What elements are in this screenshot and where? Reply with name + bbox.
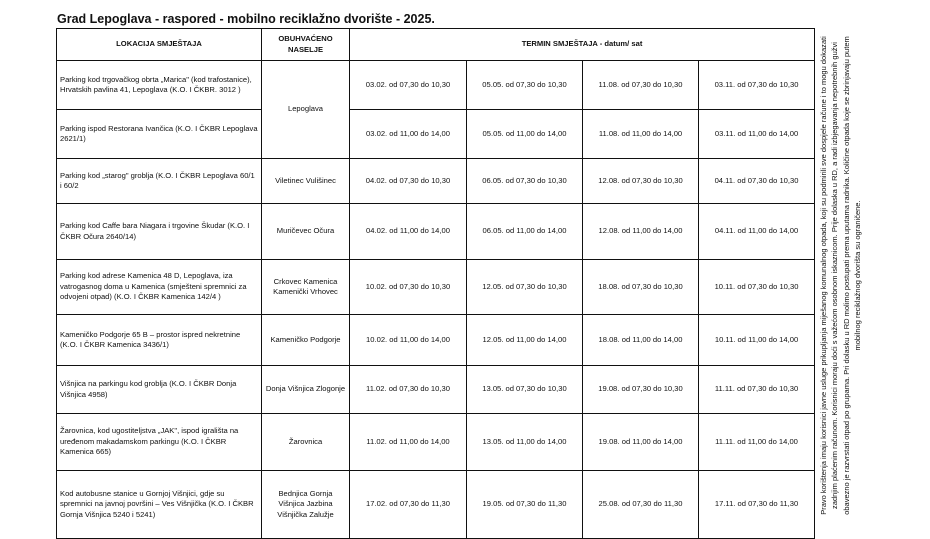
page-title: Grad Lepoglava - raspored - mobilno reciklažno dvorište - 2025.	[57, 12, 435, 26]
term-cell: 03.02. od 07,30 do 10,30	[350, 61, 467, 110]
schedule-table	[56, 28, 815, 539]
term-cell: 04.11. od 07,30 do 10,30	[699, 159, 815, 204]
location-cell: Kameničko Podgorje 65 B – prostor ispred nekretnine (K.O. I ČKBR Kamenica 3436/1)	[57, 315, 262, 366]
term-cell: 03.11. od 07,30 do 10,30	[699, 61, 815, 110]
side-note: Pravo korištenja imaju korisnici javne usluge prikupljanja miješanog komunalnog otpada, koji su podmirili sve dospjele račune i to mogu dokazati zadnjim plaćenim računom. Korisnici moraju doći s važećom osobnom iskaznicom. Prije dolaska u RD, a radi izbjegavanja nepotrebnih gužvi obavezno je razvrstati otpad po grupama. Pri dolasku u RD molimo postupati prema uputama radnika. Količine otpada koje se zbrinjavaju putem mobilnog reciklažnog dvorišta su ograničene.	[819, 36, 862, 515]
term-cell: 04.02. od 07,30 do 10,30	[350, 159, 467, 204]
header-term: TERMIN SMJEŠTAJA - datum/ sat	[350, 29, 815, 61]
term-cell: 11.08. od 11,00 do 14,00	[583, 110, 699, 159]
settlement-cell: Donja Višnjica Zlogonje	[262, 366, 350, 414]
location-cell: Parking kod adrese Kamenica 48 D, Lepoglava, iza vatrogasnog doma u Kamenica (smješteni spremnici za odvojeni otpad) (K.O. I ČKBR Kamenica 142/4 )	[57, 260, 262, 315]
table-row	[57, 366, 815, 414]
term-cell: 11.11. od 07,30 do 10,30	[699, 366, 815, 414]
term-cell: 10.11. od 11,00 do 14,00	[699, 315, 815, 366]
settlement-cell: Crkovec Kamenica Kamenički Vrhovec	[262, 260, 350, 315]
term-cell: 04.11. od 11,00 do 14,00	[699, 204, 815, 260]
term-cell: 12.08. od 07,30 do 10,30	[583, 159, 699, 204]
table-row	[57, 414, 815, 471]
side-note-container	[818, 28, 880, 523]
table-row	[57, 315, 815, 366]
table-row	[57, 159, 815, 204]
header-location: LOKACIJA SMJEŠTAJA	[57, 29, 262, 61]
term-cell: 03.02. od 11,00 do 14,00	[350, 110, 467, 159]
term-cell: 18.08. od 11,00 do 14,00	[583, 315, 699, 366]
term-cell: 10.02. od 07,30 do 10,30	[350, 260, 467, 315]
term-cell: 19.08. od 11,00 do 14,00	[583, 414, 699, 471]
table-row	[57, 471, 815, 539]
term-cell: 06.05. od 07,30 do 10,30	[467, 159, 583, 204]
term-cell: 12.05. od 07,30 do 10,30	[467, 260, 583, 315]
table-row	[57, 61, 815, 110]
term-cell: 03.11. od 11,00 do 14,00	[699, 110, 815, 159]
settlement-cell: Žarovnica	[262, 414, 350, 471]
location-cell: Parking kod trgovačkog obrta „Marica" (kod trafostanice), Hrvatskih pavlina 41, Lepoglava (K.O. I ČKBR. 3012 )	[57, 61, 262, 110]
term-cell: 04.02. od 11,00 do 14,00	[350, 204, 467, 260]
term-cell: 18.08. od 07,30 do 10,30	[583, 260, 699, 315]
header-settlement: OBUHVAĆENO NASELJE	[262, 29, 350, 61]
settlement-cell: Muričevec Očura	[262, 204, 350, 260]
term-cell: 05.05. od 07,30 do 10,30	[467, 61, 583, 110]
term-cell: 11.02. od 11,00 do 14,00	[350, 414, 467, 471]
table-row	[57, 260, 815, 315]
location-cell: Kod autobusne stanice u Gornjoj Višnjici, gdje su spremnici na javnoj površini – Ves Višnjička (K.O. I ČKBR Gornja Višnjica 5240 i 5241)	[57, 471, 262, 539]
settlement-cell: Bednjica Gornja Višnjica Jazbina Višnjička Zalužje	[262, 471, 350, 539]
term-cell: 17.11. od 07,30 do 11,30	[699, 471, 815, 539]
term-cell: 11.11. od 11,00 do 14,00	[699, 414, 815, 471]
location-cell: Parking ispod Restorana Ivančica (K.O. I ČKBR Lepoglava 2621/1)	[57, 110, 262, 159]
table-row	[57, 110, 815, 159]
table-row	[57, 204, 815, 260]
term-cell: 12.08. od 11,00 do 14,00	[583, 204, 699, 260]
settlement-cell: Lepoglava	[262, 61, 350, 159]
term-cell: 10.11. od 07,30 do 10,30	[699, 260, 815, 315]
location-cell: Parking kod Caffe bara Niagara i trgovine Škudar (K.O. I ČKBR Očura 2640/14)	[57, 204, 262, 260]
term-cell: 11.08. od 07,30 do 10,30	[583, 61, 699, 110]
location-cell: Žarovnica, kod ugostiteljstva „JAK", ispod igrališta na uređenom makadamskom parkingu (K.O. I ČKBR Kamenica 665)	[57, 414, 262, 471]
term-cell: 13.05. od 11,00 do 14,00	[467, 414, 583, 471]
term-cell: 13.05. od 07,30 do 10,30	[467, 366, 583, 414]
term-cell: 11.02. od 07,30 do 10,30	[350, 366, 467, 414]
settlement-cell: Viletinec Vulišinec	[262, 159, 350, 204]
table-header-row	[57, 29, 815, 61]
term-cell: 17.02. od 07,30 do 11,30	[350, 471, 467, 539]
location-cell: Višnjica na parkingu kod groblja (K.O. I ČKBR Donja Višnjica 4958)	[57, 366, 262, 414]
term-cell: 25.08. od 07,30 do 11,30	[583, 471, 699, 539]
location-cell: Parking kod „starog" groblja (K.O. I ČKBR Lepoglava 60/1 i 60/2	[57, 159, 262, 204]
settlement-cell: Kameničko Podgorje	[262, 315, 350, 366]
term-cell: 05.05. od 11,00 do 14,00	[467, 110, 583, 159]
term-cell: 10.02. od 11,00 do 14,00	[350, 315, 467, 366]
term-cell: 12.05. od 11,00 do 14,00	[467, 315, 583, 366]
term-cell: 19.05. od 07,30 do 11,30	[467, 471, 583, 539]
term-cell: 06.05. od 11,00 do 14,00	[467, 204, 583, 260]
term-cell: 19.08. od 07,30 do 10,30	[583, 366, 699, 414]
